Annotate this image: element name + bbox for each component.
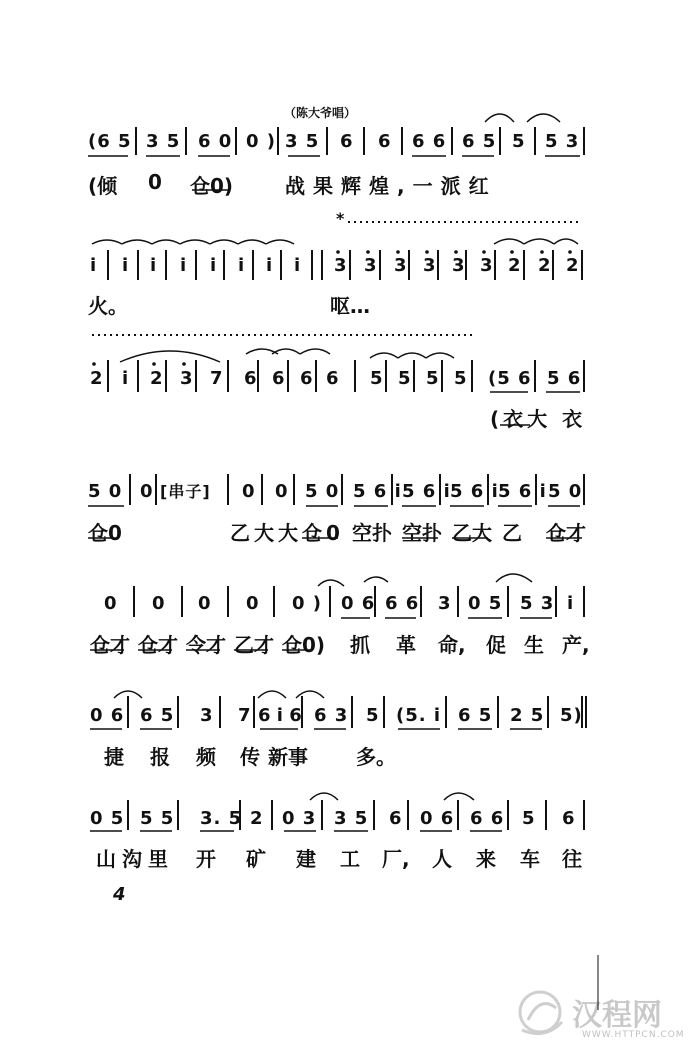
slur [300, 349, 330, 354]
note: 6 6 [412, 131, 447, 152]
octave-dot [366, 250, 370, 254]
lyric: 往 [562, 847, 582, 871]
note: 6 6 [385, 593, 420, 614]
note: 6 3 [314, 705, 349, 726]
slur [266, 240, 294, 244]
lyric: 0 [148, 170, 162, 194]
note: 3 [452, 255, 466, 276]
octave-dot [482, 250, 486, 254]
note: i [238, 255, 246, 276]
lyric: 空扑 [352, 521, 392, 545]
note: 2 [508, 255, 522, 276]
lyric: 抓 [350, 633, 370, 657]
lyric: 山沟里 [96, 847, 174, 871]
note: 3 5 [334, 808, 369, 829]
octave-dot [396, 250, 400, 254]
lyric: 传 [240, 745, 260, 769]
note: 5) [560, 705, 583, 726]
note: 5 6 i [402, 481, 451, 502]
note: 7 [238, 705, 252, 726]
section-label: [串子] [160, 482, 211, 501]
note: 5 [366, 705, 380, 726]
note: 0 [246, 593, 260, 614]
watermark-text: 汉程网 [572, 998, 662, 1033]
lyric: 仓0) [190, 174, 234, 198]
note: 6 6 [470, 808, 505, 829]
slur [258, 691, 286, 698]
slur [92, 240, 122, 244]
note: 5 0 [88, 481, 123, 502]
lyric: (衣大 衣 [490, 407, 587, 431]
singer-caption: （陈大爷唱） [284, 106, 357, 120]
octave-dot [152, 362, 156, 366]
note: (6 5 [88, 131, 132, 152]
lyric: 乙大 [452, 521, 492, 545]
lyric: 生 [524, 633, 544, 657]
note: 3 [364, 255, 378, 276]
note: 3 [438, 593, 452, 614]
slur [527, 114, 560, 122]
breath-mark: * [336, 209, 346, 228]
slur [152, 240, 180, 244]
octave-dot [510, 250, 514, 254]
note: 7 [210, 368, 224, 389]
note: 3 [480, 255, 494, 276]
slur [122, 240, 152, 244]
note: i [90, 255, 98, 276]
note: 6 [244, 368, 258, 389]
note: i [122, 255, 130, 276]
slur [120, 351, 220, 362]
slur [485, 114, 514, 122]
lyric: 来 [476, 847, 496, 871]
octave-dot [425, 250, 429, 254]
note: 3 5 [146, 131, 181, 152]
lyric: 捷 [104, 745, 124, 769]
note: 0 [104, 593, 118, 614]
note: 2 [250, 808, 264, 829]
lyric: 厂, [382, 847, 410, 871]
note: i [266, 255, 274, 276]
lyric: 促 [486, 633, 506, 657]
lyric: 人 [432, 847, 452, 871]
note: 3 [423, 255, 437, 276]
lyric: 仓才 [90, 633, 130, 657]
note: i [567, 593, 575, 614]
lyric: 车 [520, 847, 540, 871]
slur [494, 239, 524, 244]
note: 2 [566, 255, 580, 276]
octave-dot [568, 250, 572, 254]
note: 0 5 [90, 808, 125, 829]
note: i [294, 255, 302, 276]
note: i [122, 368, 130, 389]
note: 3 [334, 255, 348, 276]
lyric: 战果辉煌,一派红 [285, 174, 497, 198]
note: i [150, 255, 158, 276]
lyric: 革 [396, 633, 416, 657]
slur [398, 353, 426, 358]
lyric: 仓才 [138, 633, 178, 657]
octave-dot [92, 362, 96, 366]
slur [296, 691, 324, 698]
lyric: 乙才 [234, 633, 274, 657]
note: 5 3 [520, 593, 555, 614]
note: 6 [389, 808, 403, 829]
slur [426, 353, 454, 358]
lyric: 命, [438, 633, 466, 657]
note: 5 6 i [353, 481, 402, 502]
lyric: 建 [296, 847, 316, 871]
slur [238, 240, 266, 244]
note: 5 6 [547, 368, 582, 389]
note: 5 3 [545, 131, 580, 152]
lyric: 开 [196, 847, 216, 871]
note: 6 [272, 368, 286, 389]
note: 5 6 i [498, 481, 547, 502]
note: 5 [512, 131, 526, 152]
lyric: 令才 [186, 633, 226, 657]
slur [524, 239, 554, 244]
note: 2 [150, 368, 164, 389]
note: 0 [152, 593, 166, 614]
note: 0 [198, 593, 212, 614]
lyric: 频 [196, 745, 216, 769]
slur [554, 239, 578, 244]
note: 6 [378, 131, 392, 152]
note: i [180, 255, 188, 276]
note: 3 [394, 255, 408, 276]
note: 6 [562, 808, 576, 829]
note: 6 0 [198, 131, 233, 152]
slur [370, 353, 398, 358]
lyric: 乙大大仓0 [230, 521, 344, 545]
note: 6 i 6 [258, 705, 302, 726]
note: 5 [370, 368, 384, 389]
note: 0 5 [468, 593, 503, 614]
note: 6 5 [140, 705, 175, 726]
note: 3 [180, 368, 194, 389]
note: 0 [275, 481, 289, 502]
note: 2 5 [510, 705, 545, 726]
slur [310, 793, 338, 800]
note: 0 [242, 481, 256, 502]
slur [318, 580, 344, 586]
page-number: 4 [113, 884, 126, 905]
note: 3 5 [285, 131, 320, 152]
note: 5 [426, 368, 440, 389]
octave-dot [454, 250, 458, 254]
note: 5 [522, 808, 536, 829]
note: 5 [454, 368, 468, 389]
lyric: 火。 [88, 294, 128, 318]
note: 6 5 [462, 131, 497, 152]
note: 0 ) [246, 131, 277, 152]
note: 2 [538, 255, 552, 276]
octave-dot [182, 362, 186, 366]
note: 5 5 [140, 808, 175, 829]
note: 6 5 [458, 705, 493, 726]
note: 0 6 [90, 705, 125, 726]
lyric: 新事 [268, 745, 308, 769]
lyric: 报 [150, 745, 170, 769]
note: 5 0 [548, 481, 583, 502]
note: 0 [140, 481, 154, 502]
note: 0 6 [420, 808, 455, 829]
lyric: 矿 [246, 847, 266, 871]
lyric: 呕… [330, 294, 370, 318]
lyric: 仓0 [88, 521, 122, 545]
octave-dot [540, 250, 544, 254]
lyric: 乙 [502, 521, 522, 545]
lyric: 工 [340, 847, 360, 871]
watermark-url: WWW.HTTPCN.COM [582, 1030, 685, 1040]
lyric: 仓0) [282, 633, 326, 657]
note: 3 [200, 705, 214, 726]
note: (5 6 [488, 368, 532, 389]
slur [496, 574, 532, 582]
note: 0 6 [341, 593, 376, 614]
note: 3. 5 [200, 808, 243, 829]
slur [210, 240, 238, 244]
slur [444, 793, 474, 800]
note: (5. i [396, 705, 442, 726]
slur [364, 577, 388, 582]
note: 5 [398, 368, 412, 389]
note: 0 3 [282, 808, 317, 829]
note: 0 ) [292, 593, 323, 614]
lyric: 产, [562, 633, 590, 657]
note: 6 [326, 368, 340, 389]
note: 6 [340, 131, 354, 152]
note: 5 0 [305, 481, 340, 502]
lyric: 多。 [356, 745, 396, 769]
note: 6 [300, 368, 314, 389]
lyric: 仓才 [546, 521, 586, 545]
note: 5 6 i [450, 481, 499, 502]
lyric: 空扑 [402, 521, 442, 545]
octave-dot [336, 250, 340, 254]
note: i [210, 255, 218, 276]
slur [180, 240, 210, 244]
note: 2 [90, 368, 104, 389]
lyric: (倾 [88, 174, 118, 198]
